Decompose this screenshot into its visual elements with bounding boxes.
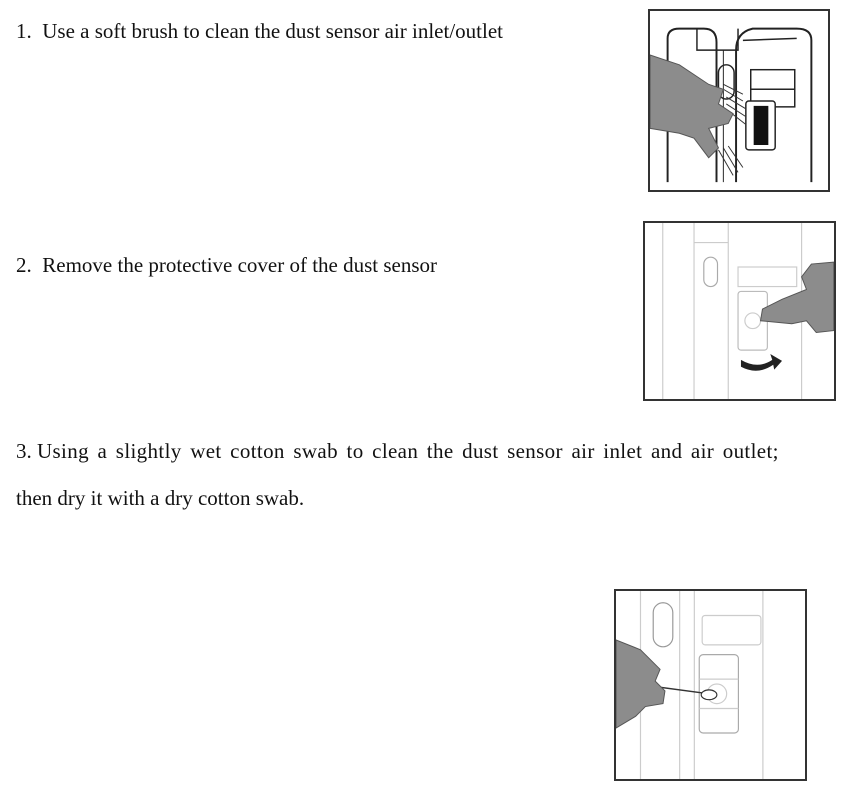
step-1-text xyxy=(16,21,503,42)
cotton-swab-image xyxy=(616,591,805,779)
remove-cover-illustration xyxy=(643,221,836,401)
step-3-text-line2 xyxy=(16,488,304,509)
step-2-number: 2. xyxy=(16,253,32,277)
step-1-number: 1. xyxy=(16,19,32,43)
cotton-swab-illustration xyxy=(614,589,807,781)
step-2-text xyxy=(16,255,437,276)
step-3-text-line1 xyxy=(16,441,779,462)
remove-cover-image xyxy=(645,223,834,399)
step-3-label-line2: then dry it with a dry cotton swab. xyxy=(16,486,305,510)
brush-cleaning-illustration xyxy=(648,9,830,192)
step-2-label: Remove the protective cover of the dust sensor xyxy=(42,253,438,277)
brush-cleaning-image xyxy=(650,11,828,190)
step-1-label: Use a soft brush to clean the dust sensor air inlet/outlet xyxy=(42,19,503,43)
step-3-number: 3. xyxy=(16,439,32,463)
step-3-label-line1: Using a slightly wet cotton swab to clean the dust sensor air inlet and air outlet; xyxy=(37,439,779,463)
